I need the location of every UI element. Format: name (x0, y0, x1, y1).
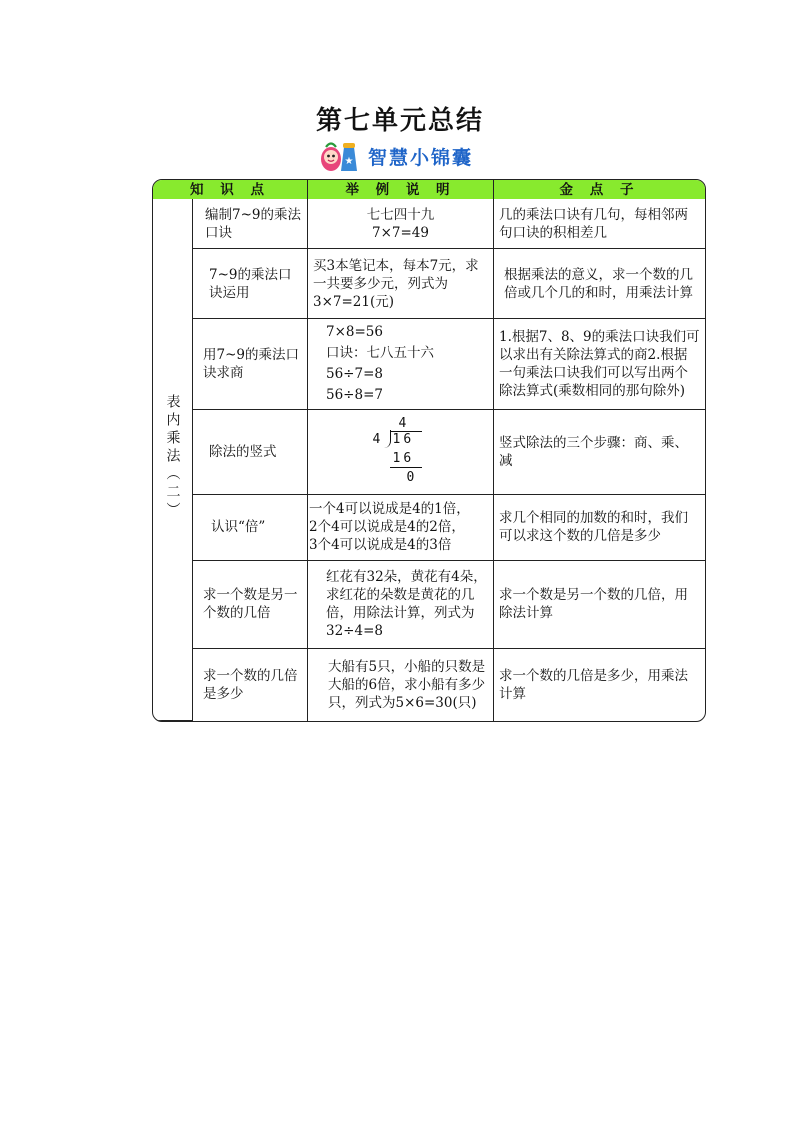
example-line: 七七四十九 (366, 206, 435, 223)
tip-cell: 根据乘法的意义，求一个数的几倍或几个几的和时，用乘法计算 (494, 249, 705, 319)
topic-cell: 认识“倍” (193, 495, 308, 561)
header-example: 举 例 说 明 (308, 180, 494, 199)
tip-cell: 竖式除法的三个步骤：商、乘、减 (494, 410, 705, 494)
division-remainder: 0 (406, 469, 415, 485)
topic-cell: 用7~9的乘法口诀求商 (193, 319, 308, 410)
division-bracket (384, 430, 391, 448)
example-line: 56÷7=8 (326, 366, 383, 383)
svg-text:★: ★ (344, 156, 354, 167)
example-line: 一个4可以说成是4的1倍， (309, 501, 470, 518)
table-row (153, 495, 705, 561)
page-title: 第七单元总结 (315, 106, 484, 136)
subtitle-block (318, 136, 473, 176)
topic-cell: 求一个数是另一个数的几倍 (193, 561, 308, 649)
tip-cell: 1.根据7、8、9的乘法口诀我们可以求出有关除法算式的商2.根据一句乘法口诀我们可以写出两个除法算式(乘数相同的那句除外) (494, 319, 705, 410)
example-line: 7×7=49 (372, 224, 429, 241)
header-knowledge-point: 知 识 点 (153, 180, 308, 199)
example-cell: 买3本笔记本，每本7元，求一共要多少元，列式为3×7=21(元) (308, 249, 494, 319)
table-row (153, 199, 705, 249)
example-cell (308, 319, 494, 410)
table-row (153, 561, 705, 649)
unit-cell (153, 199, 193, 721)
example-cell: 红花有32朵，黄花有4朵，求红花的朵数是黄花的几倍，用除法计算，列式为32÷4=8 (308, 561, 494, 649)
long-division (361, 416, 441, 488)
summary-table (152, 179, 706, 722)
example-line: 3个4可以说成是4的3倍 (309, 537, 452, 554)
topic-cell: 7~9的乘法口诀运用 (193, 249, 308, 319)
table-row (153, 410, 705, 494)
topic-cell: 编制7~9的乘法口诀 (193, 199, 308, 249)
topic-cell: 除法的竖式 (193, 410, 308, 494)
division-subtract-line (390, 467, 422, 468)
division-quotient: 4 (398, 415, 407, 431)
tip-cell: 求一个数的几倍是多少，用乘法计算 (499, 667, 688, 702)
cartoon-mascot-icon (318, 137, 360, 175)
example-line: 56÷8=7 (326, 387, 383, 404)
example-cell (308, 410, 494, 494)
table-row (153, 649, 705, 721)
table-row (153, 249, 705, 319)
tip-cell: 求一个数是另一个数的几倍，用除法计算 (494, 561, 705, 649)
example-line: 口诀：七八五十六 (326, 345, 434, 362)
table-row (153, 319, 705, 410)
example-cell (308, 199, 494, 249)
example-cell: 大船有5只，小船的只数是大船的6倍，求小船有多少只，列式为5×6=30(只) (308, 649, 494, 721)
subtitle: 智慧小锦囊 (368, 146, 474, 169)
division-product: 16 (392, 450, 415, 466)
example-line: 7×8=56 (326, 324, 383, 341)
tip-cell: 几的乘法口诀有几句，每相邻两句口诀的积相差几 (494, 199, 705, 249)
table-header-row (153, 180, 705, 199)
division-dividend: 16 (392, 431, 415, 447)
topic-cell: 求一个数的几倍是多少 (193, 649, 308, 721)
example-cell (308, 495, 494, 561)
tip-cell: 求几个相同的加数的和时，我们可以求这个数的几倍是多少 (494, 495, 705, 561)
division-divisor: 4 (372, 431, 381, 447)
header-tip: 金 点 子 (494, 180, 705, 199)
unit-label: 表内乘法（二） (164, 394, 181, 520)
example-line: 2个4可以说成是4的2倍， (309, 519, 465, 536)
